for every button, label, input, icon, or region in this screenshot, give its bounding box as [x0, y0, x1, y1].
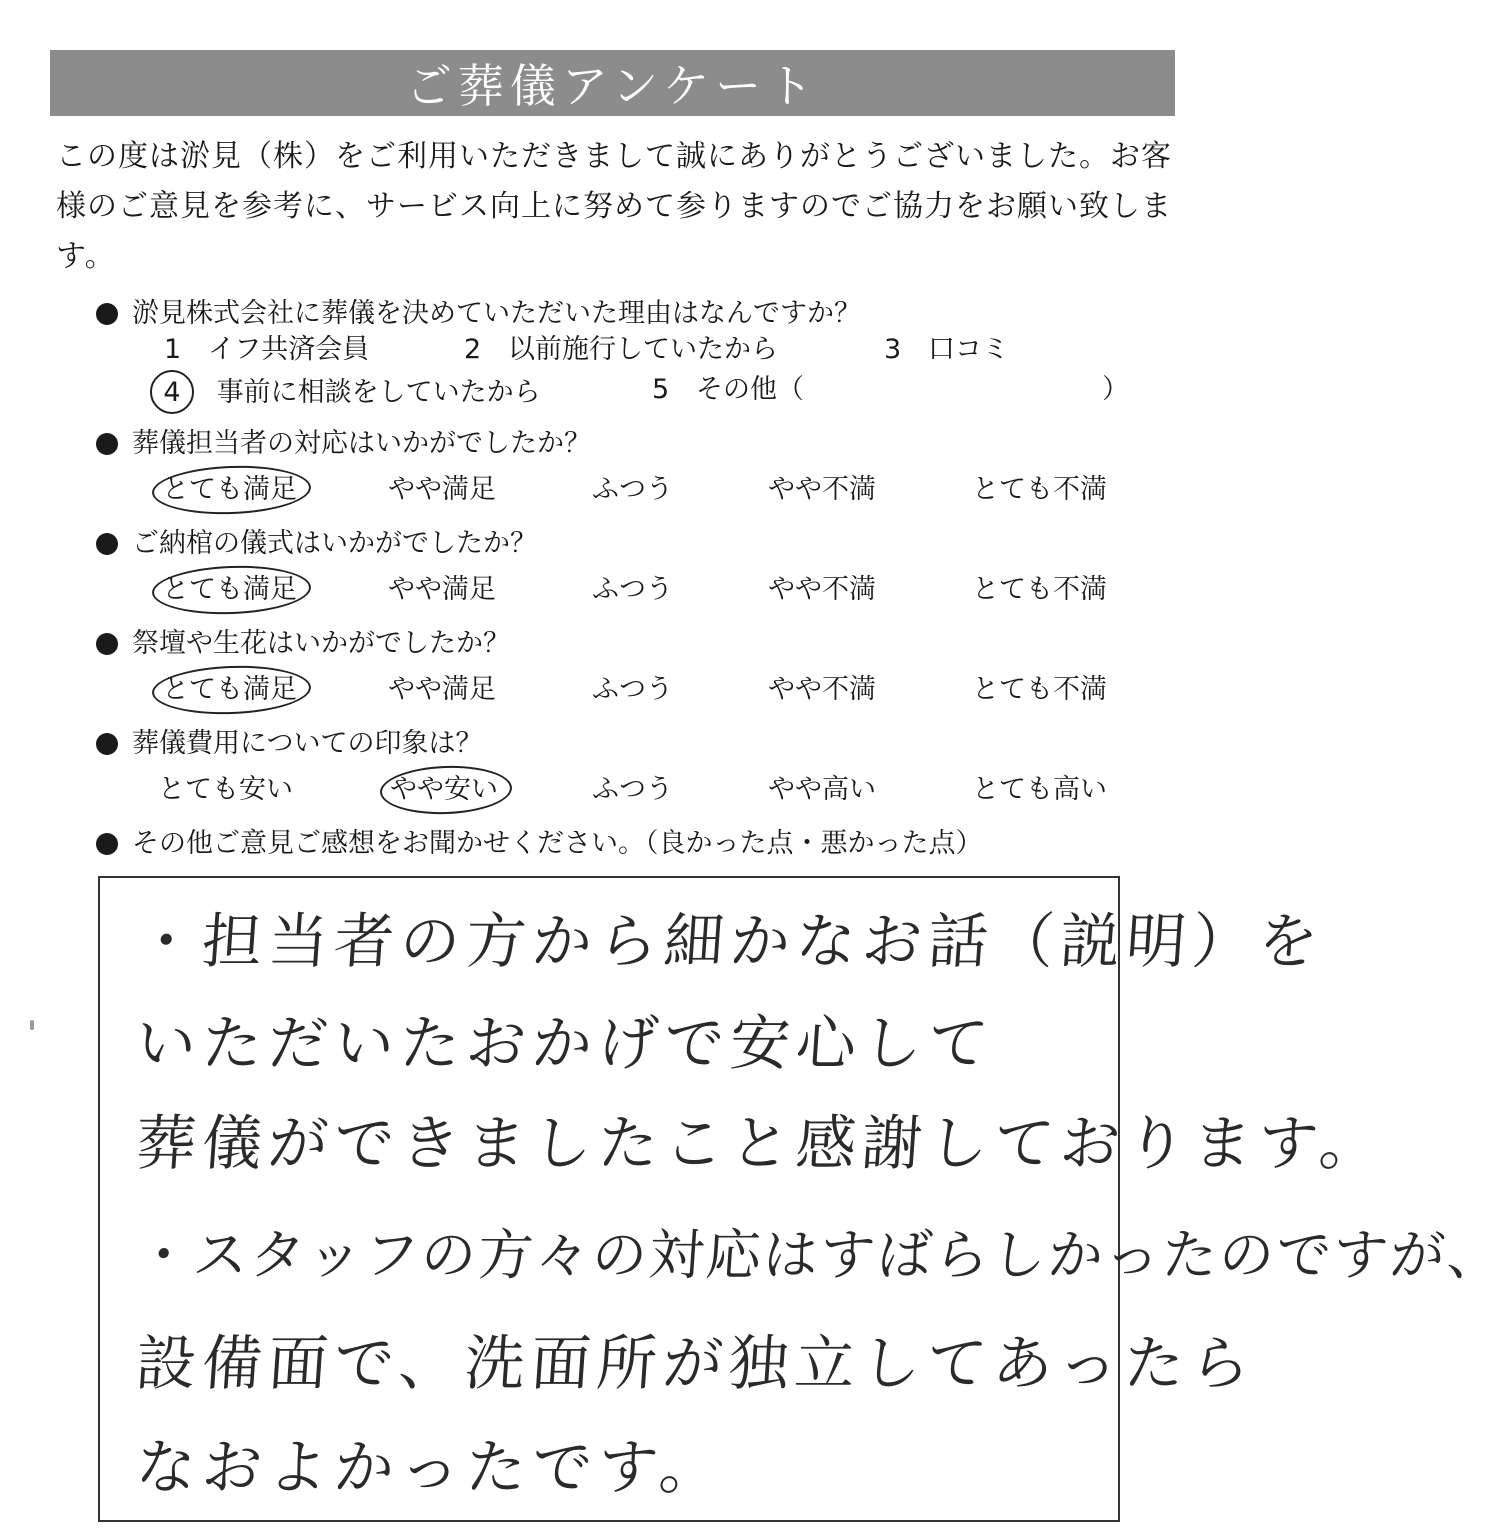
q3-option-neutral[interactable]: ふつう [592, 574, 673, 605]
q4-option-neutral[interactable]: ふつう [592, 674, 673, 705]
q1-option-2[interactable]: 2 以前施行していたから [464, 334, 778, 365]
q4-option-somewhat-dissatisfied[interactable]: やや不満 [768, 674, 876, 705]
q4-option-very-dissatisfied[interactable]: とても不満 [972, 674, 1107, 705]
question-5-text: 葬儀費用についての印象は？ [132, 728, 483, 759]
selected-circle-mark: 4 [150, 370, 194, 414]
q2-options [0, 470, 1212, 510]
question-3 [96, 526, 537, 562]
q2-option-very-dissatisfied[interactable]: とても不満 [972, 474, 1107, 505]
bullet-icon [96, 733, 118, 755]
q4-options [0, 670, 1212, 710]
q3-option-somewhat-satisfied[interactable]: やや満足 [388, 574, 496, 605]
comment-line-1: ・担当者の方から細かなお話（説明）を [133, 907, 1327, 977]
q3-option-somewhat-dissatisfied[interactable]: やや不満 [768, 574, 876, 605]
q4-option-somewhat-satisfied[interactable]: やや満足 [388, 674, 496, 705]
question-6-text: その他ご意見ご感想をお聞かせください。（良かった点・悪かった点） [132, 828, 983, 859]
question-1-text: 淤見株式会社に葬儀を決めていただいた理由はなんですか？ [132, 298, 861, 329]
q1-options-row-2 [0, 370, 1212, 410]
q2-option-neutral[interactable]: ふつう [592, 474, 673, 505]
q5-option-neutral[interactable]: ふつう [592, 774, 673, 805]
q3-options [0, 570, 1212, 610]
q2-option-very-satisfied-selected[interactable]: とても満足 [162, 470, 297, 510]
bullet-icon [96, 533, 118, 555]
question-1 [96, 296, 861, 332]
comment-line-4: ・スタッフの方々の対応はすばらしかったのですが、 [133, 1223, 1506, 1287]
question-5 [96, 726, 482, 762]
survey-title-bar [50, 50, 1175, 116]
q1-option-5[interactable]: 5 その他（ [652, 374, 804, 405]
question-2 [96, 426, 591, 462]
q5-option-somewhat-expensive[interactable]: やや高い [768, 774, 876, 805]
q2-option-somewhat-dissatisfied[interactable]: やや不満 [768, 474, 876, 505]
q1-option-5-close: ） [1102, 374, 1129, 405]
q1-option-1[interactable]: 1 イフ共済会員 [164, 334, 370, 365]
q5-option-very-expensive[interactable]: とても高い [972, 774, 1107, 805]
bullet-icon [96, 833, 118, 855]
scan-speck [30, 1020, 34, 1030]
q5-option-somewhat-cheap-selected[interactable]: やや安い [390, 770, 498, 810]
bullet-icon [96, 633, 118, 655]
comment-line-2: いただいたおかげで安心して [133, 1009, 997, 1079]
bullet-icon [96, 303, 118, 325]
q1-option-3[interactable]: 3 口コミ [884, 334, 1009, 365]
q5-option-very-cheap[interactable]: とても安い [158, 774, 293, 805]
q3-option-very-satisfied-selected[interactable]: とても満足 [162, 570, 297, 610]
bullet-icon [96, 433, 118, 455]
survey-title: ご葬儀アンケート [405, 59, 820, 113]
q4-option-very-satisfied-selected[interactable]: とても満足 [162, 670, 297, 710]
question-3-text: ご納棺の儀式はいかがでしたか？ [132, 528, 537, 559]
question-6 [96, 826, 983, 862]
q5-options [0, 770, 1212, 810]
question-4-text: 祭壇や生花はいかがでしたか？ [132, 628, 510, 659]
q1-option-4-selected[interactable]: 4 事前に相談をしていたから [160, 370, 541, 414]
q1-options-row-1 [0, 330, 1212, 370]
q2-option-somewhat-satisfied[interactable]: やや満足 [388, 474, 496, 505]
comment-line-6: なおよかったです。 [133, 1433, 728, 1503]
question-2-text: 葬儀担当者の対応はいかがでしたか？ [132, 428, 591, 459]
comment-box[interactable] [98, 876, 1506, 1522]
intro-text: この度は淤見（株）をご利用いただきまして誠にありがとうございました。お客様のご意見を参考に、サービス向上に努めて参りますのでご協力をお願い致します。 [56, 139, 1172, 274]
comment-line-3: 葬儀ができましたこと感謝しております。 [133, 1109, 1388, 1179]
question-4 [96, 626, 510, 662]
q3-option-very-dissatisfied[interactable]: とても不満 [972, 574, 1107, 605]
comment-line-5: 設備面で、洗面所が独立してあったら [133, 1329, 1259, 1399]
